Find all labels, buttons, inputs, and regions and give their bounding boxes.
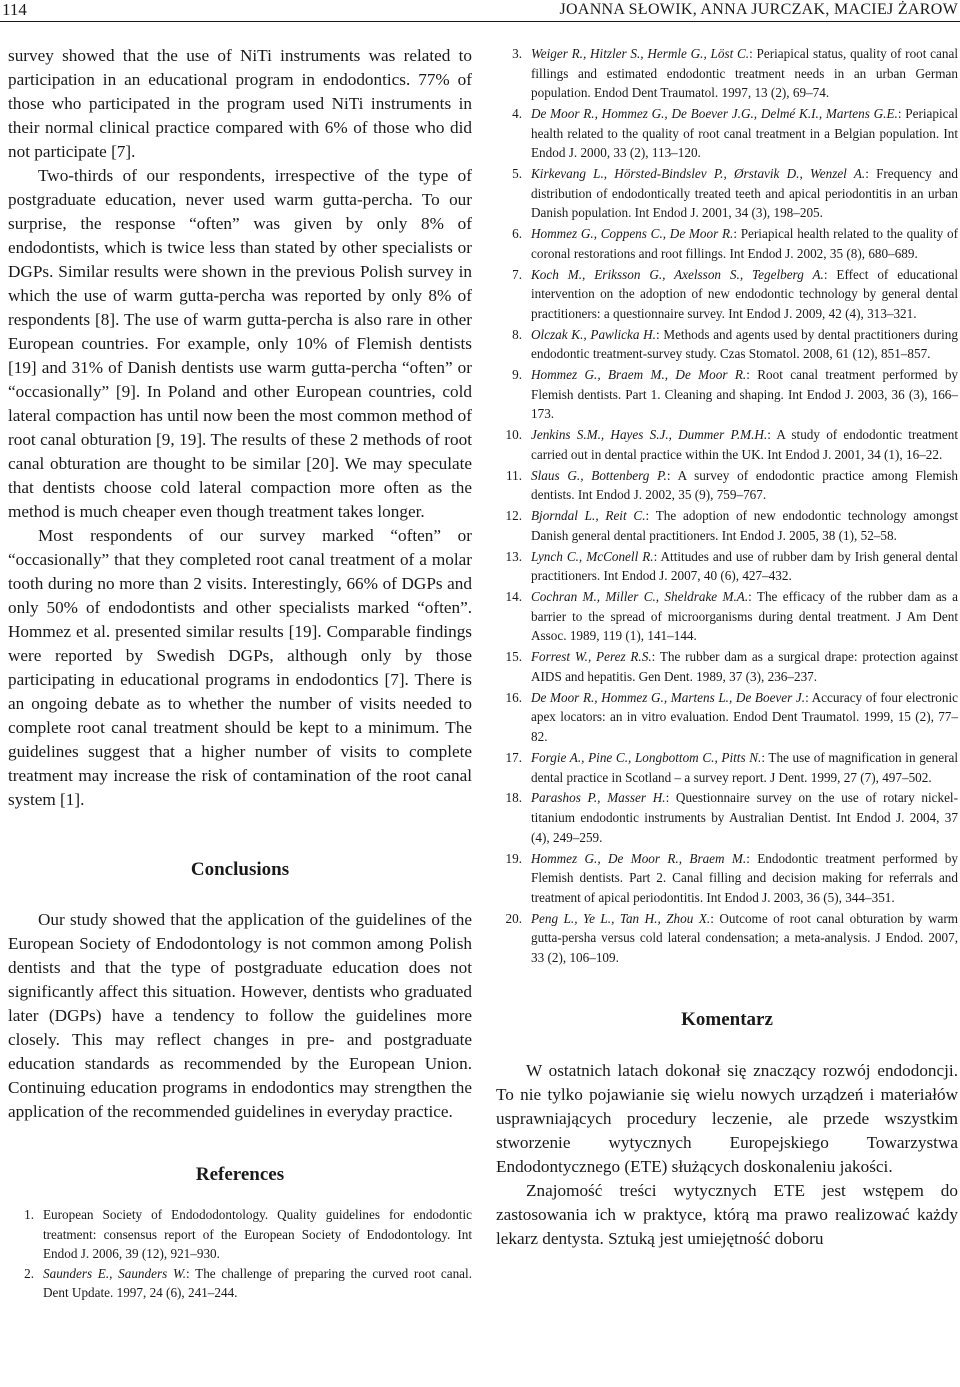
reference-authors: Lynch C., McConell R. xyxy=(531,548,654,564)
reference-number: 20. xyxy=(505,910,522,926)
reference-item xyxy=(496,647,958,686)
reference-number: 11. xyxy=(506,467,522,483)
reference-number: 18. xyxy=(505,790,522,806)
reference-number: 15. xyxy=(505,649,522,665)
reference-text: : Periapical health related to the quality of root canal treatment in a Belgian population. Int Endod J. 2000, 33 (2), 113–120. xyxy=(531,106,958,161)
reference-number: 6. xyxy=(512,226,522,242)
references-list-right xyxy=(496,44,958,967)
reference-text: : Periapical health related to the quality of coronal restorations and root fillings. Int Endod J. 2002, 35 (8), 680–689. xyxy=(531,226,958,261)
reference-item xyxy=(496,547,958,586)
reference-item xyxy=(496,365,958,424)
reference-item xyxy=(496,425,958,464)
reference-item xyxy=(496,506,958,545)
reference-text: European Society of Endododontology. Quality guidelines for endodontic treatment: consensus report of the European Society of Endodontology. Int Endod J. 2006, 39 (12), 921–930. xyxy=(43,1207,472,1262)
reference-authors: De Moor R., Hommez G., De Boever J.G., Delmé K.I., Martens G.E. xyxy=(531,106,898,122)
reference-authors: Saunders E., Saunders W. xyxy=(43,1265,187,1281)
page-number: 114 xyxy=(2,0,27,19)
paragraph: W ostatnich latach dokonał się znaczący rozwój endodoncji. To nie tylko pojawianie się wielu nowych urządzeń i materiałów usprawniających procedury leczenie, ale przede wszystkim stworzenie wytycznych Europejskiego Towarzystwa Endodontycznego (ETE) służących doskonaleniu jakości. xyxy=(496,1061,958,1177)
reference-number: 13. xyxy=(505,548,522,564)
reference-item xyxy=(496,164,958,223)
paragraph: Two-thirds of our respondents, irrespective of the type of postgraduate education, never used warm gutta-percha. To our surprise, the response “often” was given by only 8% of endodontists, which is twice less than stated by other specialists or DGPs. Similar results were shown in the previous Polish survey in which the use of warm gutta-percha was reported by only 8% of respondents [8]. The use of warm gutta-percha is also rare in other European countries. For example, only 10% of Flemish dentists [19] and 31% of Danish dentists use warm gutta-percha “often” or “occasionally” [9]. In Poland and other European countries, cold lateral compaction has until now been the most common method of root canal obturation [9, 19]. The results of these 2 methods of root canal obturation are thought to be similar [20]. We may speculate that dentists choose cold lateral compaction more often as the method is much cheaper even though treatment takes longer. xyxy=(8,166,472,521)
running-head: JOANNA SŁOWIK, ANNA JURCZAK, MACIEJ ŻAROW xyxy=(559,1,958,18)
reference-number: 8. xyxy=(512,326,522,342)
reference-item xyxy=(496,909,958,968)
reference-text: : Methods and agents used by dental practitioners during endodontic treatment-survey study. Czas Stomatol. 2008, 61 (12), 851–857. xyxy=(531,326,958,362)
reference-text: : Periapical status, quality of root canal fillings and estimated endodontic treatment needs in an urban German population. Endod Dent Traumatol. 1997, 13 (2), 69–74. xyxy=(531,46,958,101)
reference-item xyxy=(496,224,958,263)
reference-authors: Hommez G., Coppens C., De Moor R. xyxy=(531,226,734,242)
reference-authors: Bjorndal L., Reit C. xyxy=(531,508,646,524)
reference-item xyxy=(496,325,958,364)
reference-authors: Parashos P., Masser H. xyxy=(531,790,666,806)
reference-text: : Frequency and distribution of endodontically treated teeth and apical periodontitis in an urban Danish population. Int Endod J. 2001, 34 (3), 198–205. xyxy=(531,166,958,221)
reference-authors: Forgie A., Pine C., Longbottom C., Pitts N. xyxy=(531,749,762,765)
reference-authors: Hommez G., De Moor R., Braem M. xyxy=(531,850,747,866)
reference-item xyxy=(496,104,958,163)
reference-authors: Forrest W., Perez R.S. xyxy=(531,649,652,665)
reference-number: 3. xyxy=(512,46,522,61)
reference-text: : The efficacy of the rubber dam as a barrier to the spread of microorganisms during dental treatment. J Am Dent Assoc. 1989, 119 (1), 141–144. xyxy=(531,589,958,644)
reference-item xyxy=(496,466,958,505)
reference-text: : A study of endodontic treatment carried out in dental practice within the UK. Int Endod J. 2001, 34 (1), 16–22. xyxy=(531,427,958,462)
discussion-text xyxy=(8,44,472,812)
reference-text: : Root canal treatment performed by Flemish dentists. Part 1. Cleaning and shaping. Int Endod J. 2003, 36 (3), 166–173. xyxy=(531,367,959,422)
reference-text: : The rubber dam as a surgical drape: protection against AIDS and hepatitis. Gen Dent. 1989, 37 (3), 236–237. xyxy=(531,649,958,684)
reference-authors: De Moor R., Hommez G., Martens L., De Boever J. xyxy=(531,689,806,705)
reference-item xyxy=(496,44,958,103)
reference-authors: Jenkins S.M., Hayes S.J., Dummer P.M.H. xyxy=(531,427,768,443)
reference-text: : Questionnaire survey on the use of rotary nickel-titanium endodontic instruments by Australian Dentist. Int Endod J. 2004, 37 (4), 249–259. xyxy=(531,790,958,845)
komentarz-heading: Komentarz xyxy=(681,1009,773,1031)
reference-item xyxy=(496,849,958,908)
reference-number: 12. xyxy=(505,508,522,524)
reference-text: : Endodontic treatment performed by Flemish dentists. Part 2. Canal filling and decision making for referrals and treatment of apical periodontitis. Int Endod J. 2003, 36 (5), 344–351. xyxy=(531,850,958,905)
reference-authors: Cochran M., Miller C., Sheldrake M.A. xyxy=(531,589,749,605)
reference-text: : Accuracy of four electronic apex locators: an in vitro evaluation. Endod Dent Traumatol. 1999, 15 (2), 77–82. xyxy=(531,689,958,745)
reference-text: : The challenge of preparing the curved root canal. Dent Update. 1997, 24 (6), 241–244. xyxy=(43,1265,472,1301)
reference-text: : Outcome of root canal obturation by warm gutta-persha versus cold lateral condensation; a meta-analysis. J Endod. 2007, 33 (2), 106–109. xyxy=(531,910,959,965)
left-column xyxy=(8,44,472,1303)
reference-number: 10. xyxy=(505,427,522,443)
reference-number: 16. xyxy=(505,689,522,705)
reference-text: : The adoption of new endodontic technology amongst Danish general dental practitioners. Int Endod J. 2005, 38 (1), 52–58. xyxy=(531,508,958,543)
reference-number: 17. xyxy=(505,749,522,765)
reference-number: 19. xyxy=(505,850,522,866)
reference-number: 4. xyxy=(512,106,522,122)
right-column xyxy=(496,44,958,1251)
reference-number: 9. xyxy=(512,367,522,383)
reference-authors: Peng L., Ye L., Tan H., Zhou X. xyxy=(531,910,711,926)
reference-text: : Attitudes and use of rubber dam by Irish general dental practitioners. Int Endod J. 2007, 40 (6), 427–432. xyxy=(531,548,958,584)
reference-text: : Effect of educational intervention on the adoption of new endodontic technology by general dental practitioners: a questionnaire survey. Int Endod J. 2009, 42 (4), 313–321. xyxy=(531,266,958,321)
reference-authors: Hommez G., Braem M., De Moor R. xyxy=(531,367,747,383)
reference-number: 5. xyxy=(512,166,522,182)
reference-item xyxy=(496,587,958,646)
references-list-left xyxy=(8,1205,472,1303)
paragraph: Most respondents of our survey marked “often” or “occasionally” that they completed root canal treatment of a molar tooth during no more than 2 visits. Interestingly, 66% of DGPs and only 50% of endodontists and other specialists marked “often”. Hommez et al. presented similar results [19]. Comparable findings were reported by Swedish DGPs, although only by those participating in educational programs in endodontics [7]. There is an ongoing debate as to whether the number of visits needed to complete root canal treatment should be kept to a minimum. The guidelines suggest that a higher number of visits to complete treatment may increase the risk of contamination of the root canal system [1]. xyxy=(8,526,472,809)
reference-number: 1. xyxy=(24,1207,34,1222)
reference-number: 7. xyxy=(512,266,522,282)
reference-item xyxy=(8,1205,472,1264)
conclusions-heading: Conclusions xyxy=(190,859,290,880)
reference-authors: Kirkevang L., Hörsted-Bindslev P., Ørstavik D., Wenzel A. xyxy=(531,166,866,182)
paragraph: survey showed that the use of NiTi instruments was related to participation in an educational program in endodontics. 77% of those who participated in the program used NiTi instruments in their normal clinical practice compared with 6% of those who did not participate [7]. xyxy=(8,46,472,161)
reference-text: : The use of magnification in general dental practice in Scotland – a survey report. J Dent. 1999, 27 (7), 497–502. xyxy=(531,749,959,785)
reference-text: : A survey of endodontic practice among Flemish dentists. Int Endod J. 2002, 35 (9), 759–767. xyxy=(531,467,958,503)
reference-authors: Weiger R., Hitzler S., Hermle G., Löst C. xyxy=(531,46,750,61)
reference-authors: Olczak K., Pawlicka H. xyxy=(531,326,656,342)
references-heading: References xyxy=(195,1164,285,1185)
reference-item xyxy=(496,748,958,787)
reference-item xyxy=(496,688,958,747)
reference-item xyxy=(496,788,958,847)
reference-authors: Koch M., Eriksson G., Axelsson S., Tegelberg A. xyxy=(531,266,824,282)
conclusions-text xyxy=(8,908,472,1124)
reference-number: 14. xyxy=(505,589,522,605)
paragraph: Znajomość treści wytycznych ETE jest wstępem do zastosowania ich w praktyce, którą ma prawo realizować każdy lekarz dentysta. Sztuką jest umiejętność doboru xyxy=(496,1181,958,1249)
reference-item xyxy=(8,1264,472,1303)
page-header xyxy=(0,0,960,22)
reference-item xyxy=(496,265,958,324)
reference-authors: Slaus G., Bottenberg P. xyxy=(531,467,667,483)
paragraph: Our study showed that the application of the guidelines of the European Society of Endodontology is not common among Polish dentists and that the type of postgraduate education does not significantly affect this situation. However, dentists who graduated later (DGPs) have a tendency to follow the guidelines more closely. This may reflect changes in pre- and postgraduate education standards as recommended by the European Union. Continuing education programs in endodontics may strengthen the application of the recommended guidelines in everyday practice. xyxy=(8,910,472,1121)
reference-number: 2. xyxy=(24,1265,34,1281)
komentarz-text xyxy=(496,1059,958,1251)
